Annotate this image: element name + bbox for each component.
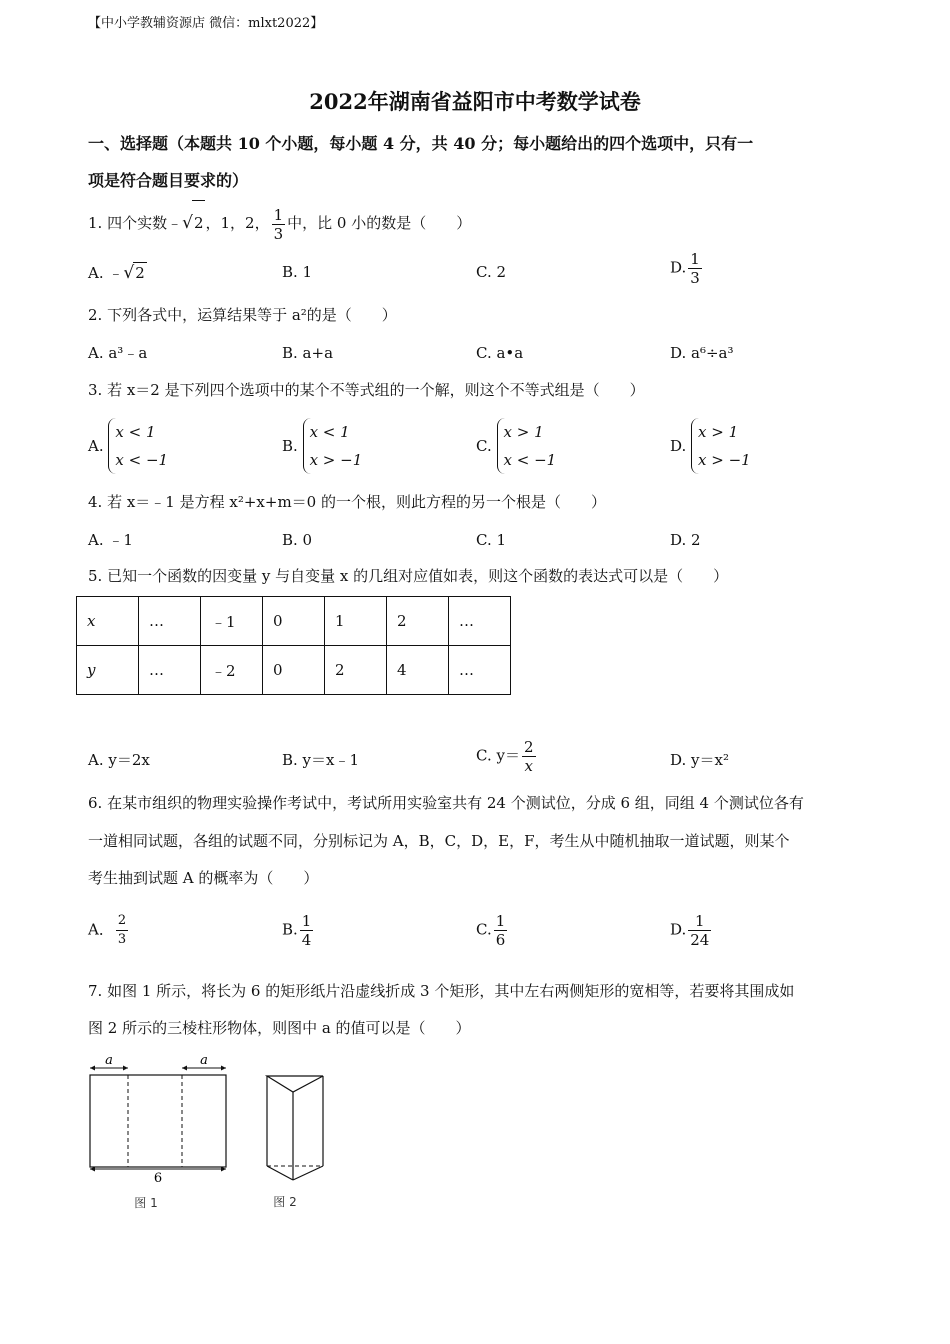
q5-value-table bbox=[76, 596, 511, 695]
q1-option-d: D. $\frac{1}{3}$ bbox=[670, 250, 700, 287]
q5-option-b: B. y＝x﹣1 bbox=[282, 751, 360, 769]
table-cell: … bbox=[449, 597, 511, 646]
table-cell: 4 bbox=[387, 646, 449, 695]
question-7-line1: 7. 如图 1 所示，将长为 6 的矩形纸片沿虚线折成 3 个矩形，其中左右两侧矩形的宽相等，若要将其围成如 bbox=[88, 982, 795, 1000]
q1-radicand: 2 bbox=[192, 200, 206, 245]
q3-option-d: D. x > 1 x > −1 bbox=[670, 418, 751, 474]
table-cell: 0 bbox=[263, 597, 325, 646]
table-cell: … bbox=[449, 646, 511, 695]
q6-option-a: A． $\frac{2}{3}$ bbox=[88, 913, 127, 947]
q1-suffix: 中，比 0 小的数是（ ） bbox=[287, 214, 472, 232]
fig2-caption: 图 2 bbox=[273, 1195, 297, 1209]
table-cell: … bbox=[139, 646, 201, 695]
q2-option-b: B. a+a bbox=[282, 344, 334, 362]
q1-option-a: A. ﹣√2 bbox=[88, 263, 145, 283]
table-row-y bbox=[77, 646, 511, 695]
question-5: 5. 已知一个函数的因变量 y 与自变量 x 的几组对应值如表，则这个函数的表达式可以是（ ） bbox=[88, 567, 729, 585]
q4-option-d: D. 2 bbox=[670, 531, 701, 549]
question-6-line3: 考生抽到试题 A 的概率为（ ） bbox=[88, 869, 319, 887]
q3-option-b: B. x < 1 x > −1 bbox=[282, 418, 362, 474]
table-cell: ﹣2 bbox=[201, 646, 263, 695]
q2-option-c: C. a•a bbox=[476, 344, 524, 362]
q5-option-c: C. y＝ $\frac{2}{x}$ bbox=[476, 738, 534, 775]
q1-fraction: $\frac{1}{3}$ bbox=[273, 205, 284, 243]
table-cell: ﹣1 bbox=[201, 597, 263, 646]
table-cell: 2 bbox=[387, 597, 449, 646]
question-1: 1. 四个实数﹣√2 ，1，2， $\frac{1}{3}$ 中，比 0 小的数是（ ） bbox=[88, 200, 471, 245]
table-cell: 2 bbox=[325, 646, 387, 695]
table-cell: 1 bbox=[325, 597, 387, 646]
table-cell: y bbox=[77, 646, 139, 695]
q1-option-b: B. 1 bbox=[282, 263, 313, 281]
q4-option-c: C. 1 bbox=[476, 531, 507, 549]
q3-option-c: C. x > 1 x < −1 bbox=[476, 418, 556, 474]
q5-option-d: D. y＝x² bbox=[670, 751, 729, 769]
fig1-label-a-right: a bbox=[200, 1053, 208, 1068]
fig1-caption: 图 1 bbox=[134, 1196, 158, 1210]
q6-option-b: B. $\frac{1}{4}$ bbox=[282, 912, 312, 949]
table-row-x bbox=[77, 597, 511, 646]
question-4: 4. 若 x＝﹣1 是方程 x²+x+m＝0 的一个根，则此方程的另一个根是（ ） bbox=[88, 493, 606, 511]
fig1-label-a-left: a bbox=[105, 1053, 113, 1068]
q1-prefix: 1. 四个实数﹣ bbox=[88, 214, 183, 232]
table-cell: … bbox=[139, 597, 201, 646]
question-6-line2: 一道相同试题，各组的试题不同，分别标记为 A，B，C，D，E，F，考生从中随机抽取一道试题，则某个 bbox=[88, 832, 790, 850]
q1-middle: ，1，2， bbox=[205, 214, 270, 232]
q5-option-a: A. y＝2x bbox=[88, 751, 150, 769]
page-title: 2022年湖南省益阳市中考数学试卷 bbox=[309, 89, 641, 114]
section-heading-line1: 一、选择题（本题共 10 个小题，每小题 4 分，共 40 分；每小题给出的四个选项中，只有一 bbox=[88, 134, 754, 153]
q6-option-d: D. $\frac{1}{24}$ bbox=[670, 912, 710, 949]
figure-1-rectangle bbox=[80, 1050, 240, 1220]
table-cell: 0 bbox=[263, 646, 325, 695]
q4-option-b: B. 0 bbox=[282, 531, 313, 549]
fig1-length-label: 6 bbox=[153, 1171, 163, 1186]
q2-option-a: A. a³﹣a bbox=[88, 344, 148, 362]
section-heading-line2: 项是符合题目要求的） bbox=[88, 171, 249, 190]
q4-option-a: A. ﹣1 bbox=[88, 531, 133, 549]
q2-option-d: D. a⁶÷a³ bbox=[670, 344, 734, 362]
table-cell: x bbox=[77, 597, 139, 646]
page-header: 【中小学教辅资源店 微信：mlxt2022】 bbox=[88, 16, 324, 31]
q3-option-a: A. x < 1 x < −1 bbox=[88, 418, 168, 474]
question-3: 3. 若 x＝2 是下列四个选项中的某个不等式组的一个解，则这个不等式组是（ ） bbox=[88, 381, 645, 399]
figure-2-prism bbox=[255, 1062, 335, 1222]
question-2: 2. 下列各式中，运算结果等于 a²的是（ ） bbox=[88, 306, 397, 324]
q6-option-c: C. $\frac{1}{6}$ bbox=[476, 912, 506, 949]
q1-option-c: C. 2 bbox=[476, 263, 507, 281]
question-7-line2: 图 2 所示的三棱柱形物体，则图中 a 的值可以是（ ） bbox=[88, 1019, 471, 1037]
question-6-line1: 6. 在某市组织的物理实验操作考试中，考试所用实验室共有 24 个测试位，分成 6 组，同组 4 个测试位各有 bbox=[88, 794, 804, 812]
